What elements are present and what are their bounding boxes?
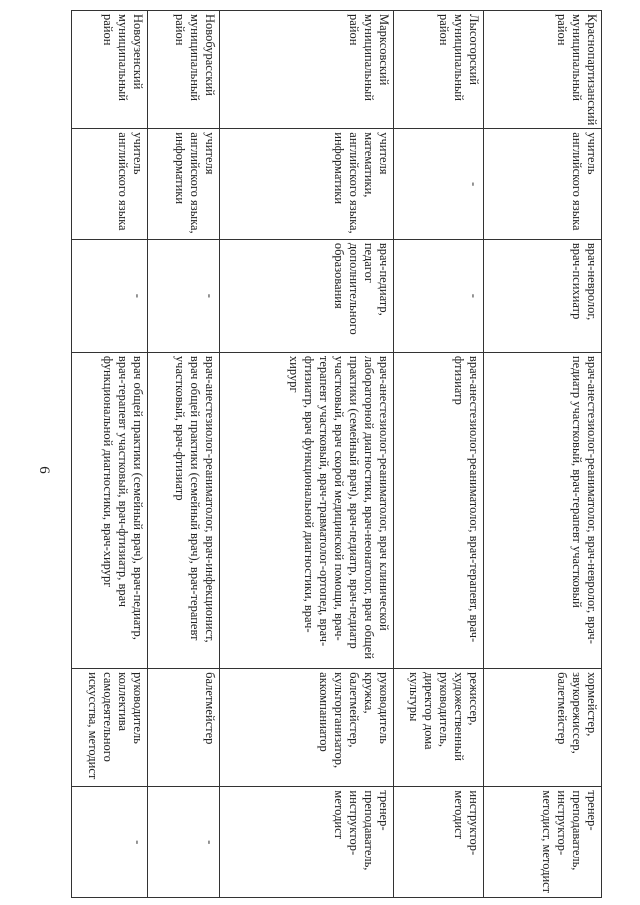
school-doctors-cell: врач-невролог, врач-психиатр (484, 239, 602, 352)
teachers-cell: учитель английского языка (72, 129, 148, 240)
culture-cell: балетмейстер (148, 669, 220, 787)
doctors-cell: врач-анестезиолог-реаниматолог, врач-невролог, врач-педиатр участковый, врач-терапевт участковый (484, 352, 602, 668)
districts-table (71, 10, 602, 898)
school-doctors-cell: врач-педиатр, педагог дополнительного образования (220, 239, 394, 352)
culture-cell: режиссер, художественный руководитель, директор дома культуры (394, 669, 484, 787)
district-cell: Новоузенский муниципальный район (72, 11, 148, 129)
school-doctors-cell: - (394, 239, 484, 352)
table-row (394, 11, 484, 898)
teachers-cell: учителя английского языка, информатики (148, 129, 220, 240)
culture-cell: руководитель кружка, балетмейстер, культорганизатор, аккомпаниатор (220, 669, 394, 787)
culture-cell: руководитель коллектива самодеятельного искусства, методист (72, 669, 148, 787)
district-cell: Новобурасский муниципальный район (148, 11, 220, 129)
culture-cell: хормейстер, звукорежиссер, балетмейстер (484, 669, 602, 787)
table-row (484, 11, 602, 898)
district-cell: Марксовский муниципальный район (220, 11, 394, 129)
table-row (148, 11, 220, 898)
doctors-cell: врач-анестезиолог-реаниматолог, врач-терапевт, врач-фтизиатр (394, 352, 484, 668)
doctors-cell: врач-анестезиолог-реаниматолог, врач-инфекционист, врач общей практики (семейный врач), врач-терапевт участковый, врач-фтизиатр (148, 352, 220, 668)
teachers-cell: учитель английского языка (484, 129, 602, 240)
rotated-page (70, 0, 610, 905)
doctors-cell: врач-анестезиолог-реаниматолог, врач клинической лабораторной диагностики, врач-неонатолог, врач общей практики (семейный врач), врач-педиатр, врач-педиатр участковый, врач скорой медицинской помощи, врач-терапевт участковый, врач-травматолог-ортопед, врач-фтизиатр, врач функциональной диагностики, врач-хирург (220, 352, 394, 668)
sport-cell: инструктор-методист (394, 787, 484, 898)
district-cell: Краснопартизанский муниципальный район (484, 11, 602, 129)
teachers-cell: - (394, 129, 484, 240)
doctors-cell: врач общей практики (семейный врач), врач-педиатр, врач-терапевт участковый, врач-фтизиатр, врач функциональной диагностики, врач-хирург (72, 352, 148, 668)
sport-cell: тренер-преподаватель, инструктор-методист, методист (484, 787, 602, 898)
sport-cell: - (148, 787, 220, 898)
school-doctors-cell: - (72, 239, 148, 352)
sport-cell: - (72, 787, 148, 898)
table-row (72, 11, 148, 898)
school-doctors-cell: - (148, 239, 220, 352)
page-number: 6 (36, 466, 52, 474)
teachers-cell: учителя математики, английского языка, информатики (220, 129, 394, 240)
table-row (220, 11, 394, 898)
district-cell: Лысогорский муниципальный район (394, 11, 484, 129)
sport-cell: тренер-преподаватель, инструктор-методист (220, 787, 394, 898)
